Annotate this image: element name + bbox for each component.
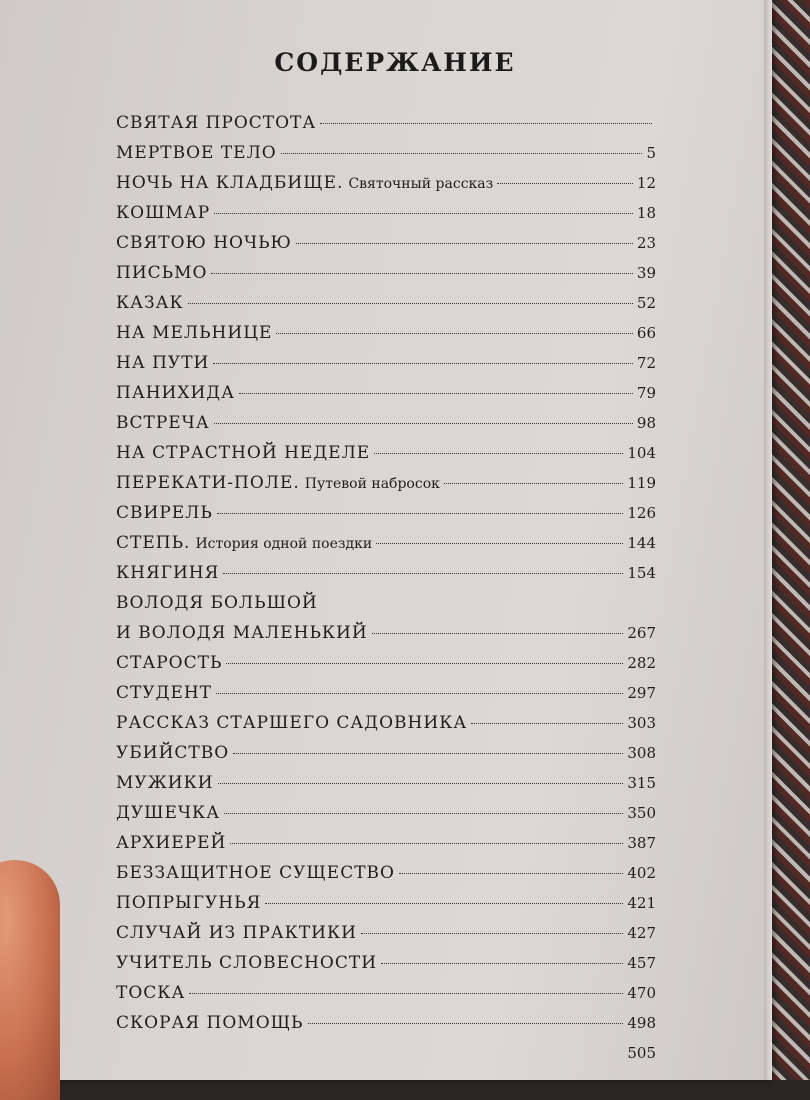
dot-leader <box>276 333 632 334</box>
entry-title: КОШМАР <box>116 203 211 223</box>
entry-title: УЧИТЕЛЬ СЛОВЕСНОСТИ <box>116 953 378 973</box>
toc-entry <box>116 138 656 168</box>
entry-page: 308 <box>627 744 656 762</box>
toc-entry <box>116 708 656 738</box>
toc-entry <box>116 348 656 378</box>
entry-title: ПОПРЫГУНЬЯ <box>116 893 262 913</box>
entry-title: СТУДЕНТ <box>116 683 213 703</box>
toc-entry <box>116 858 656 888</box>
dot-leader <box>233 753 623 754</box>
entry-page: 12 <box>636 174 656 192</box>
toc-entry <box>116 768 656 798</box>
entry-title: МУЖИКИ <box>116 773 214 793</box>
toc-entry <box>116 888 656 918</box>
thumb <box>0 860 60 1100</box>
entry-title: ПАНИХИДА <box>116 383 235 403</box>
entry-title: СВЯТАЯ ПРОСТОТА <box>116 113 317 133</box>
toc-entry <box>116 918 656 948</box>
entry-page: 505 <box>627 1044 656 1062</box>
toc-entry <box>116 228 656 258</box>
toc-entry <box>116 108 656 138</box>
entry-page: 72 <box>636 354 656 372</box>
entry-title: МЕРТВОЕ ТЕЛО <box>116 143 277 163</box>
dot-leader <box>213 363 633 364</box>
toc-entry <box>116 288 656 318</box>
toc-entry <box>116 738 656 768</box>
entry-title: СТЕПЬ. <box>116 533 191 553</box>
entry-page: 126 <box>627 504 656 522</box>
toc-entry <box>116 978 656 1008</box>
entry-title-line1: ВОЛОДЯ БОЛЬШОЙ <box>116 593 318 613</box>
entry-title: НА СТРАСТНОЙ НЕДЕЛЕ <box>116 443 371 463</box>
entry-subtitle: История одной поездки <box>195 536 373 552</box>
entry-title: ВСТРЕЧА <box>116 413 210 433</box>
entry-title: ПЕРЕКАТИ-ПОЛЕ. <box>116 473 300 493</box>
entry-title: ПИСЬМО <box>116 263 208 283</box>
entry-page: 427 <box>627 924 656 942</box>
dot-leader <box>226 663 623 664</box>
entry-page: 66 <box>636 324 656 342</box>
entry-page: 387 <box>627 834 656 852</box>
toc-entry <box>116 828 656 858</box>
dot-leader <box>296 243 633 244</box>
entry-page: 315 <box>627 774 656 792</box>
entry-page: 303 <box>627 714 656 732</box>
entry-title: ДУШЕЧКА <box>116 803 221 823</box>
dot-leader <box>189 993 623 994</box>
entry-title: АРХИЕРЕЙ <box>116 833 227 853</box>
entry-title: СВИРЕЛЬ <box>116 503 213 523</box>
dot-leader <box>265 903 623 904</box>
toc-entry <box>116 798 656 828</box>
entry-title: РАССКАЗ СТАРШЕГО САДОВНИКА <box>116 713 468 733</box>
dot-leader <box>471 723 623 724</box>
dot-leader <box>239 393 633 394</box>
entry-page: 98 <box>636 414 656 432</box>
dot-leader <box>211 273 632 274</box>
dot-leader <box>372 633 624 634</box>
entry-title: СВЯТОЮ НОЧЬЮ <box>116 233 292 253</box>
entry-page: 144 <box>627 534 656 552</box>
toc-entry <box>116 408 656 438</box>
entry-page: 498 <box>627 1014 656 1032</box>
entry-page: 297 <box>627 684 656 702</box>
dot-leader <box>381 963 623 964</box>
entry-title: УБИЙСТВО <box>116 743 230 763</box>
entry-page: 104 <box>627 444 656 462</box>
dot-leader <box>376 543 623 544</box>
dot-leader <box>223 573 623 574</box>
dot-leader <box>320 123 652 124</box>
toc-entry <box>116 1038 656 1068</box>
entry-page: 457 <box>627 954 656 972</box>
toc-entry <box>116 318 656 348</box>
toc-entry <box>116 648 656 678</box>
toc-entry <box>116 588 656 648</box>
entry-title: СТАРОСТЬ <box>116 653 223 673</box>
entry-page: 79 <box>636 384 656 402</box>
entry-page: 39 <box>636 264 656 282</box>
entry-title: СЛУЧАЙ ИЗ ПРАКТИКИ <box>116 923 357 943</box>
dot-leader <box>444 483 623 484</box>
entry-page: 421 <box>627 894 656 912</box>
dot-leader <box>230 843 623 844</box>
dot-leader <box>217 513 624 514</box>
toc-entry <box>116 438 656 468</box>
entry-title: ТОСКА <box>116 983 186 1003</box>
toc-entry <box>116 198 656 228</box>
dot-leader <box>218 783 624 784</box>
entry-title: БЕЗЗАЩИТНОЕ СУЩЕСТВО <box>116 863 395 883</box>
toc-entry <box>116 258 656 288</box>
dot-leader <box>188 303 633 304</box>
table-of-contents <box>116 108 656 1068</box>
entry-title: НА ПУТИ <box>116 353 210 373</box>
entry-page: 402 <box>627 864 656 882</box>
entry-page: 52 <box>636 294 656 312</box>
toc-entry <box>116 498 656 528</box>
entry-title-line2: И ВОЛОДЯ МАЛЕНЬКИЙ <box>116 623 368 643</box>
entry-title: КНЯГИНЯ <box>116 563 220 583</box>
entry-page: 154 <box>627 564 656 582</box>
toc-entry <box>116 558 656 588</box>
entry-page: 18 <box>636 204 656 222</box>
toc-entry <box>116 378 656 408</box>
entry-page: 5 <box>646 144 656 162</box>
dot-leader <box>399 873 623 874</box>
dot-leader <box>281 153 643 154</box>
page-edge <box>764 0 772 1080</box>
entry-subtitle: Святочный рассказ <box>348 176 494 192</box>
toc-entry <box>116 948 656 978</box>
entry-page: 470 <box>627 984 656 1002</box>
toc-entry <box>116 168 656 198</box>
entry-page: 350 <box>627 804 656 822</box>
entry-page: 267 <box>627 624 656 642</box>
entry-title: КАЗАК <box>116 293 184 313</box>
entry-subtitle: Путевой набросок <box>304 476 440 492</box>
toc-entry <box>116 1008 656 1038</box>
dot-leader <box>214 213 633 214</box>
entry-title: СКОРАЯ ПОМОЩЬ <box>116 1013 304 1033</box>
entry-title: НОЧЬ НА КЛАДБИЩЕ. <box>116 173 344 193</box>
dot-leader <box>216 693 623 694</box>
dot-leader <box>361 933 623 934</box>
entry-page: 23 <box>636 234 656 252</box>
dot-leader <box>497 183 633 184</box>
entry-title: НА МЕЛЬНИЦЕ <box>116 323 273 343</box>
toc-entry <box>116 468 656 498</box>
dot-leader <box>374 453 623 454</box>
entry-page: 119 <box>627 474 656 492</box>
toc-entry <box>116 528 656 558</box>
toc-heading: СОДЕРЖАНИЕ <box>274 48 516 77</box>
toc-entry <box>116 678 656 708</box>
dot-leader <box>224 813 623 814</box>
dot-leader <box>214 423 633 424</box>
entry-page: 282 <box>627 654 656 672</box>
dot-leader <box>308 1023 624 1024</box>
